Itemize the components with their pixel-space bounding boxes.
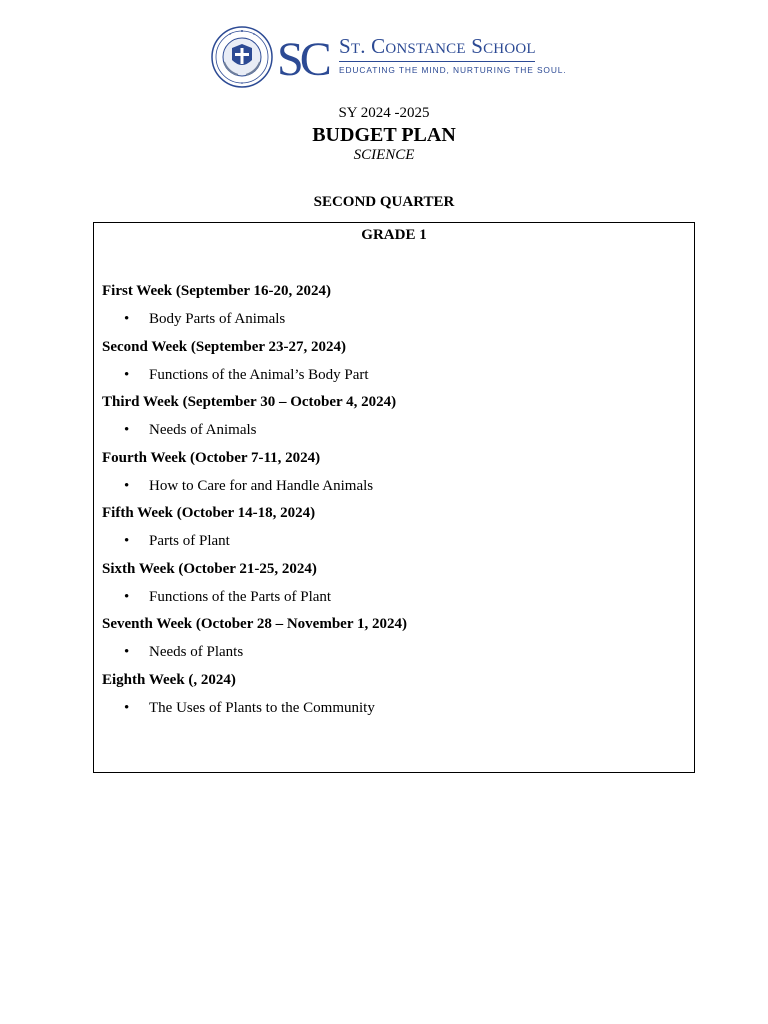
school-name: St. Constance School	[339, 34, 536, 58]
sc-monogram-logo	[277, 28, 335, 84]
school-year: SY 2024 -2025	[338, 105, 430, 121]
week-heading: Seventh Week (October 28 – November 1, 2024)	[102, 616, 407, 632]
bullet-icon: •	[124, 422, 130, 438]
week-heading: First Week (September 16-20, 2024)	[102, 283, 331, 299]
grade-heading: GRADE 1	[361, 227, 427, 243]
week-item	[102, 616, 682, 672]
week-heading: Fifth Week (October 14-18, 2024)	[102, 505, 316, 521]
school-header	[0, 26, 768, 88]
topic-text: Functions of the Animal’s Body Part	[149, 366, 369, 383]
week-heading: Second Week (September 23-27, 2024)	[102, 338, 347, 355]
week-item	[102, 450, 682, 506]
wordmark-divider	[339, 61, 535, 62]
week-heading: Fourth Week (October 7-11, 2024)	[102, 449, 321, 466]
document-title: BUDGET PLAN	[312, 124, 456, 146]
bullet-icon: •	[124, 366, 130, 383]
school-tagline: EDUCATING THE MIND, NURTURING THE SOUL.	[339, 65, 567, 75]
week-item	[102, 394, 682, 450]
topic-text: Needs of Animals	[149, 422, 257, 438]
bullet-icon: •	[124, 477, 130, 494]
topic-text: The Uses of Plants to the Community	[149, 699, 375, 716]
week-item	[102, 561, 682, 617]
topic-text: Body Parts of Animals	[149, 311, 286, 327]
week-heading: Third Week (September 30 – October 4, 2024)	[102, 394, 397, 410]
bullet-icon: •	[124, 699, 130, 716]
week-item	[102, 283, 682, 339]
topic-text: How to Care for and Handle Animals	[149, 477, 374, 494]
week-item	[102, 339, 682, 395]
bullet-icon: •	[124, 644, 130, 660]
bullet-icon: •	[124, 533, 130, 549]
bullet-icon: •	[124, 588, 130, 605]
weeks-list	[102, 283, 682, 727]
week-item	[102, 672, 682, 728]
budget-plan-box	[93, 222, 695, 773]
week-heading: Sixth Week (October 21-25, 2024)	[102, 560, 317, 577]
svg-text:SC: SC	[277, 33, 328, 84]
topic-text: Needs of Plants	[149, 644, 244, 660]
quarter-heading: SECOND QUARTER	[313, 194, 455, 210]
bullet-icon: •	[124, 311, 130, 327]
school-seal-logo	[210, 26, 274, 88]
week-heading: Eighth Week (, 2024)	[102, 671, 236, 688]
subject-name: SCIENCE	[353, 147, 415, 163]
week-item	[102, 505, 682, 561]
topic-text: Parts of Plant	[149, 533, 230, 549]
topic-text: Functions of the Parts of Plant	[149, 588, 332, 605]
